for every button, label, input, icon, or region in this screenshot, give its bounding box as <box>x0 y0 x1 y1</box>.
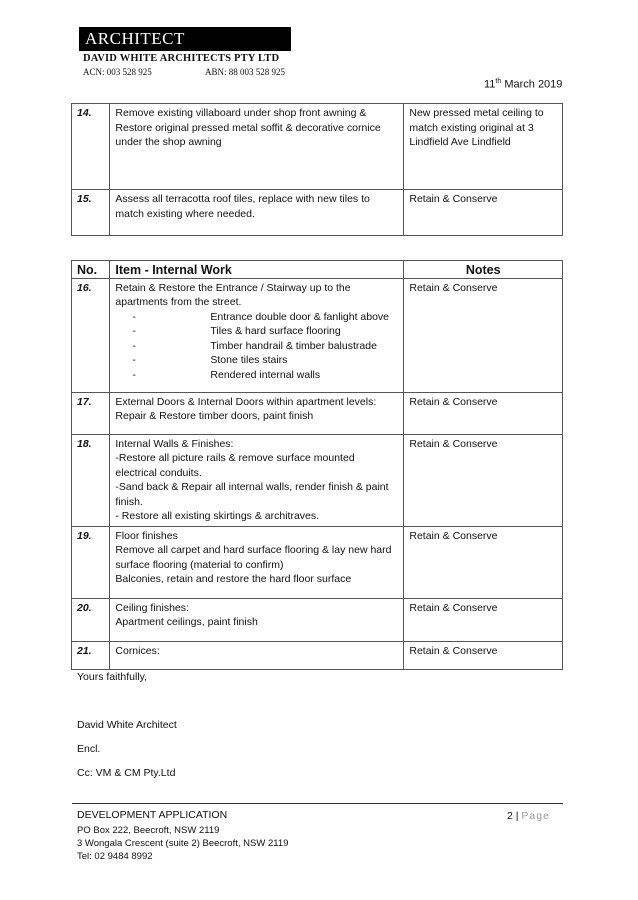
firm-name: DAVID WHITE ARCHITECTS PTY LTD <box>83 53 280 64</box>
item-description <box>110 434 404 526</box>
footer-address: 3 Wongala Crescent (suite 2) Beecroft, NSW 2119 <box>77 838 289 849</box>
acn-number: ACN: 003 528 925 <box>83 67 152 77</box>
item-number: 16. <box>72 278 110 392</box>
table-row <box>72 526 563 598</box>
list-item-text: Stone tiles stairs <box>210 354 288 366</box>
list-item-text: Tiles & hard surface flooring <box>210 325 341 337</box>
table-header-row <box>72 261 563 279</box>
page-separator: | <box>512 810 522 822</box>
item-description <box>110 641 404 669</box>
date-day: 11 <box>484 78 496 91</box>
list-item: - Rendered internal walls <box>132 368 321 381</box>
list-item: - Timber handrail & timber balustrade <box>132 339 377 352</box>
item-line: Floor finishes <box>115 529 178 542</box>
item-notes: New pressed metal ceiling to match existing original at 3 Lindfield Ave Lindfield <box>404 104 563 190</box>
item-number: 21. <box>72 641 110 669</box>
item-line: - Restore all existing skirtings & architraves. <box>115 510 320 522</box>
item-line: Balconies, retain and restore the hard floor surface <box>115 573 352 585</box>
item-line: Apartment ceilings, paint finish <box>115 616 258 628</box>
date-suffix: th <box>495 78 502 85</box>
table-row <box>72 278 563 392</box>
item-line: Internal Walls & Finishes: <box>115 437 234 450</box>
item-line: -Restore all picture rails & remove surface mounted electrical conduits. <box>115 452 355 479</box>
item-notes: Retain & Conserve <box>404 190 563 236</box>
list-item-text: Entrance double door & fanlight above <box>210 310 390 323</box>
item-description: Assess all terracotta roof tiles, replace with new tiles to match existing where needed. <box>110 190 404 236</box>
item-line: External Doors & Internal Doors within apartment levels: <box>115 395 377 408</box>
item-number: 15. <box>72 190 110 236</box>
list-item-text: Timber handrail & timber balustrade <box>210 339 377 352</box>
item-notes: Retain & Conserve <box>404 598 563 641</box>
column-header-notes: Notes <box>404 261 563 279</box>
item-description <box>110 392 404 434</box>
table-row <box>72 641 563 669</box>
sign-off: Yours faithfully, <box>77 671 148 683</box>
column-header-item: Item - Internal Work <box>110 261 404 279</box>
footer-title: DEVELOPMENT APPLICATION <box>77 809 228 821</box>
item-line: Ceiling finishes: <box>115 601 189 614</box>
item-notes: Retain & Conserve <box>404 526 563 598</box>
table-row <box>72 104 563 190</box>
item-description: Remove existing villaboard under shop front awning & Restore original pressed metal soffit & decorative cornice under the shop awning <box>110 104 404 190</box>
item-notes: Retain & Conserve <box>404 278 563 392</box>
cc-line: Cc: VM & CM Pty.Ltd <box>77 767 176 779</box>
internal-work-table <box>71 260 563 670</box>
enclosure-note: Encl. <box>77 743 101 755</box>
table-row <box>72 190 563 236</box>
letter-date <box>484 78 562 91</box>
column-header-no: No. <box>72 261 110 279</box>
item-line: Remove all carpet and hard surface flooring & lay new hard surface flooring (material to confirm) <box>115 544 392 571</box>
table-row <box>72 392 563 434</box>
page-number: 2 <box>507 810 513 822</box>
signatory: David White Architect <box>77 719 177 731</box>
item-number: 18. <box>72 434 110 526</box>
item-description <box>110 526 404 598</box>
footer-po-box: PO Box 222, Beecroft, NSW 2119 <box>77 825 220 836</box>
item-line: Repair & Restore timber doors, paint finish <box>115 410 314 422</box>
item-number: 14. <box>72 104 110 190</box>
logo: ARCHITECT <box>79 27 291 51</box>
external-work-table <box>71 103 563 236</box>
item-number: 20. <box>72 598 110 641</box>
item-line: -Sand back & Repair all internal walls, render finish & paint finish. <box>115 481 389 508</box>
date-month-year: March 2019 <box>501 78 563 91</box>
list-item: - Entrance double door & fanlight above <box>132 310 390 323</box>
item-notes: Retain & Conserve <box>404 641 563 669</box>
list-item: - Tiles & hard surface flooring <box>132 325 341 337</box>
table-row <box>72 434 563 526</box>
item-number: 17. <box>72 392 110 434</box>
item-number: 19. <box>72 526 110 598</box>
item-description <box>110 278 404 392</box>
page-label: Page <box>521 810 550 822</box>
item-line: Cornices: <box>115 644 160 657</box>
footer-divider <box>72 803 563 804</box>
item-notes: Retain & Conserve <box>404 434 563 526</box>
list-item: - Stone tiles stairs <box>132 354 288 366</box>
item-description <box>110 598 404 641</box>
footer-phone: Tel: 02 9484 8992 <box>77 851 153 862</box>
item-notes: Retain & Conserve <box>404 392 563 434</box>
item-intro: Retain & Restore the Entrance / Stairway up to the apartments from the street. <box>115 281 351 308</box>
abn-number: ABN: 88 003 528 925 <box>205 67 286 77</box>
table-row <box>72 598 563 641</box>
list-item-text: Rendered internal walls <box>210 368 321 381</box>
page-indicator <box>507 810 550 822</box>
